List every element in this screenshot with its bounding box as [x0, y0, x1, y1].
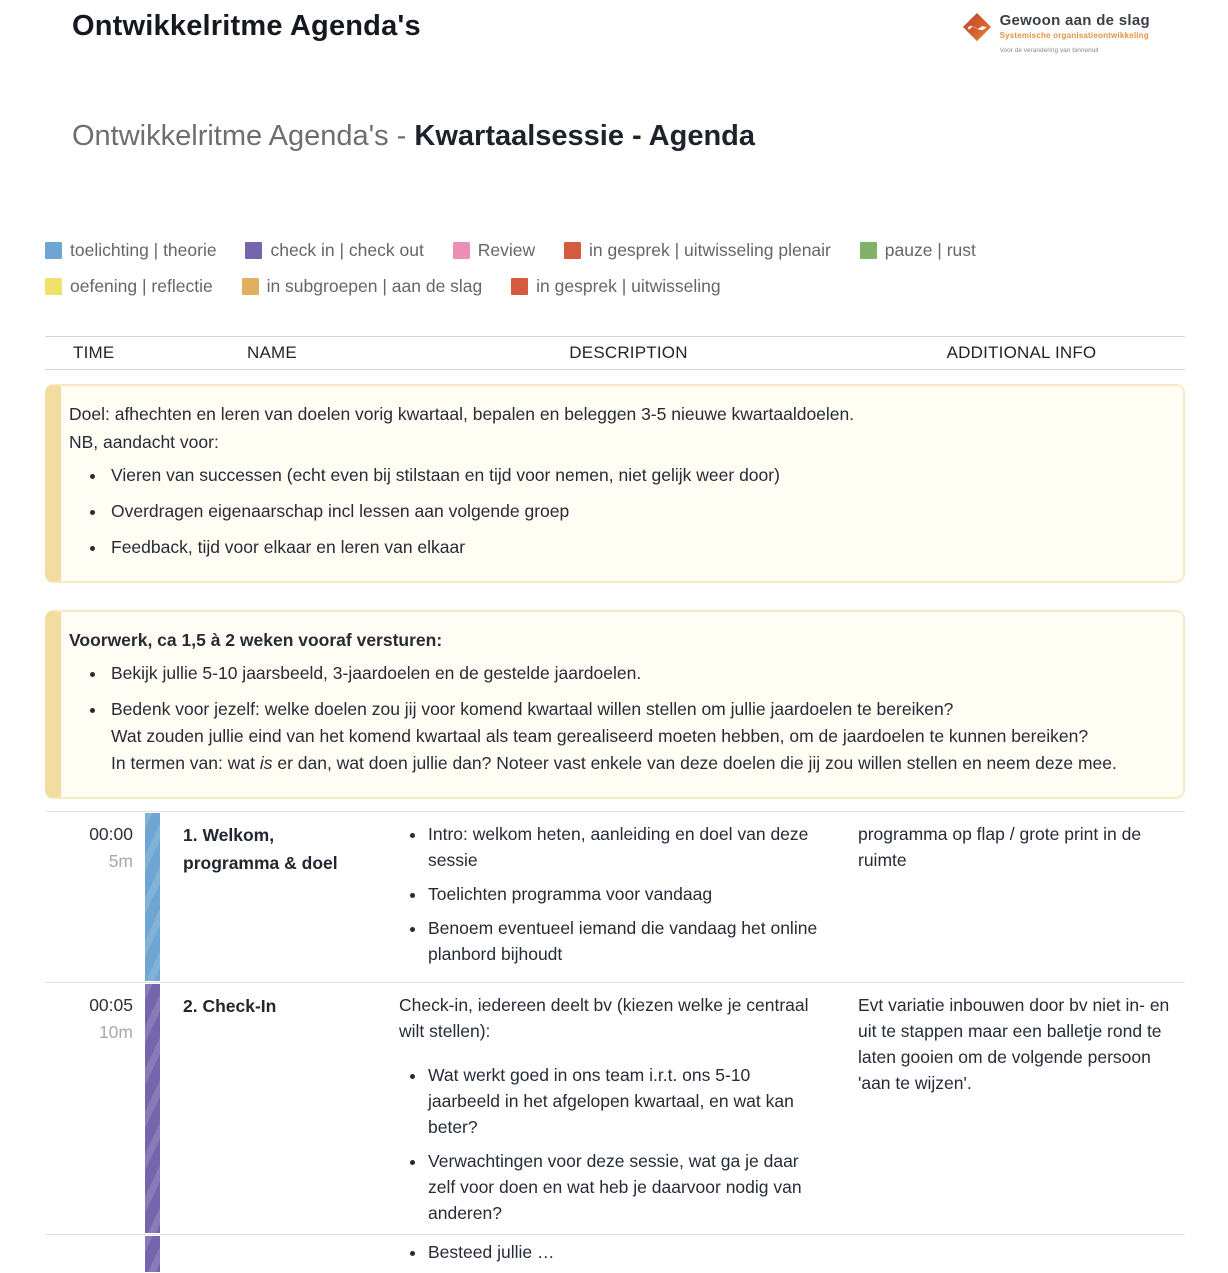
prework-note-box — [45, 610, 1185, 799]
prework-bullet-line — [111, 750, 1159, 777]
description-list — [399, 821, 818, 967]
description-cell — [399, 983, 858, 1234]
page-title: Ontwikkelritme Agenda's — [72, 10, 421, 42]
description-bullet-clipped: • Besteed jullie … — [427, 1239, 818, 1265]
legend-item — [453, 234, 535, 267]
goal-line: Doel: afhechten en leren van doelen vorig kwartaal, bepalen en beleggen 3-5 nieuwe kwartaaldoelen. — [69, 404, 855, 424]
prework-bullet-list — [69, 660, 1159, 777]
legend-swatch — [45, 242, 62, 259]
prework-italic-word: is — [259, 753, 273, 773]
duration: 5m — [108, 851, 133, 871]
logo-subtagline: Voor de verandering van binnenuit — [999, 47, 1099, 54]
legend-label: check in | check out — [270, 240, 424, 260]
legend-label: in gesprek | uitwisseling plenair — [588, 240, 831, 260]
goal-note-box — [45, 384, 1185, 583]
legend-label: Review — [477, 240, 536, 260]
legend-item — [242, 270, 483, 303]
prework-bullet-line: • Bedenk voor jezelf: welke doelen zou jij voor komend kwartaal willen stellen om jullie jaardoelen te bereiken? — [111, 699, 954, 719]
category-legend — [0, 234, 1185, 306]
spacer — [160, 1235, 183, 1273]
agenda-row-welkom — [45, 811, 1185, 982]
legend-label: toelichting | theorie — [70, 240, 217, 260]
table-header-name: NAME — [247, 343, 297, 362]
prework-title: Voorwerk, ca 1,5 à 2 weken vooraf versturen: — [69, 630, 443, 650]
agenda-row-clipped — [45, 1234, 1185, 1262]
agenda-row-check-in — [45, 982, 1185, 1234]
legend-swatch — [511, 278, 528, 295]
logo-name: Gewoon aan de slag — [999, 12, 1150, 29]
header — [0, 0, 1228, 54]
description-list — [399, 1062, 818, 1226]
legend-item — [45, 234, 217, 267]
goal-bullet: • Feedback, tijd voor elkaar en leren van elkaar — [107, 534, 1159, 561]
prework-text-segment: In termen van: wat — [111, 753, 260, 773]
goal-attention-label: NB, aandacht voor: — [69, 432, 219, 452]
item-name-line: programma & doel — [183, 853, 338, 873]
table-header-row — [45, 336, 1185, 370]
duration: 10m — [98, 1022, 133, 1042]
legend-label: pauze | rust — [884, 240, 976, 260]
legend-label: in gesprek | uitwisseling — [536, 276, 721, 296]
item-name — [183, 812, 399, 982]
prework-bullet: • Bekijk jullie 5-10 jaarsbeeld, 3-jaardoelen en de gestelde jaardoelen. — [107, 660, 1159, 687]
logo-text — [1000, 12, 1150, 54]
description-cell — [399, 812, 858, 982]
prework-bullet-line: Wat zouden jullie eind van het komend kwartaal als team gerealiseerd moeten hebben, om de jaardoelen te kunnen bereiken? — [111, 726, 1089, 746]
logo-diamond-icon — [962, 12, 992, 47]
description-bullet: • Benoem eventueel iemand die vandaag het online planbord bijhoudt — [427, 915, 818, 967]
spacer — [160, 812, 183, 982]
legend-item — [45, 270, 213, 303]
additional-info-cell — [858, 1235, 1185, 1273]
legend-item — [860, 234, 976, 267]
agenda-rows — [45, 811, 1185, 1262]
category-bar — [145, 984, 160, 1233]
additional-info-cell: programma op flap / grote print in de ruimte — [858, 824, 1142, 870]
logo — [962, 12, 1150, 54]
subtitle-prefix: Ontwikkelritme Agenda's - — [72, 120, 415, 152]
legend-item — [245, 234, 423, 267]
item-name — [183, 1235, 399, 1273]
description-intro: Check-in, iedereen deelt bv (kiezen welke je centraal wilt stellen): — [399, 995, 809, 1041]
spacer — [160, 983, 183, 1234]
time-cell — [45, 1235, 145, 1273]
category-bar — [145, 813, 160, 981]
table-header-additional-info: ADDITIONAL INFO — [946, 343, 1097, 362]
document-subtitle — [0, 116, 1228, 156]
item-name-line: 1. Welkom, — [183, 825, 275, 845]
goal-bullet: • Vieren van successen (echt even bij stilstaan en tijd voor nemen, niet gelijk weer door) — [107, 462, 1159, 489]
item-name-line: 2. Check-In — [183, 996, 277, 1016]
additional-info-cell: Evt variatie inbouwen door bv niet in- en uit te stappen maar een balletje rond te laten gooien om de volgende persoon 'aan te wijzen'. — [858, 995, 1170, 1093]
start-time: 00:05 — [89, 995, 133, 1015]
legend-swatch — [245, 242, 262, 259]
start-time: 00:00 — [89, 824, 133, 844]
legend-swatch — [564, 242, 581, 259]
prework-text-segment: er dan, wat doen jullie dan? Noteer vast enkele van deze doelen die jij zou willen stellen en neem deze mee. — [272, 753, 1117, 773]
legend-swatch — [860, 242, 877, 259]
goal-bullet-list — [69, 462, 1159, 561]
legend-swatch — [453, 242, 470, 259]
description-bullet: • Verwachtingen voor deze sessie, wat ga je daar zelf voor doen en wat heb je daarvoor nodig van anderen? — [427, 1148, 818, 1226]
legend-swatch — [242, 278, 259, 295]
legend-item — [511, 270, 721, 303]
description-bullet: • Intro: welkom heten, aanleiding en doel van deze sessie — [427, 821, 818, 873]
legend-swatch — [45, 278, 62, 295]
description-list — [399, 1239, 818, 1265]
description-bullet: • Toelichten programma voor vandaag — [427, 881, 818, 907]
logo-tagline: Systemische organisatieontwikkeling — [999, 31, 1149, 40]
description-cell — [399, 1235, 858, 1273]
goal-bullet: • Overdragen eigenaarschap incl lessen aan volgende groep — [107, 498, 1159, 525]
time-cell — [45, 983, 145, 1234]
category-bar — [145, 1236, 160, 1272]
item-name — [183, 983, 399, 1234]
table-header-time: TIME — [73, 343, 115, 362]
table-header-description: DESCRIPTION — [569, 343, 688, 362]
legend-label: oefening | reflectie — [70, 276, 213, 296]
time-cell — [45, 812, 145, 982]
prework-bullet — [107, 696, 1159, 777]
description-bullet: • Wat werkt goed in ons team i.r.t. ons 5-10 jaarbeeld in het afgelopen kwartaal, en wat kan beter? — [427, 1062, 818, 1140]
subtitle-session-name: Kwartaalsessie - Agenda — [414, 120, 756, 152]
legend-label: in subgroepen | aan de slag — [266, 276, 483, 296]
legend-item — [564, 234, 831, 267]
